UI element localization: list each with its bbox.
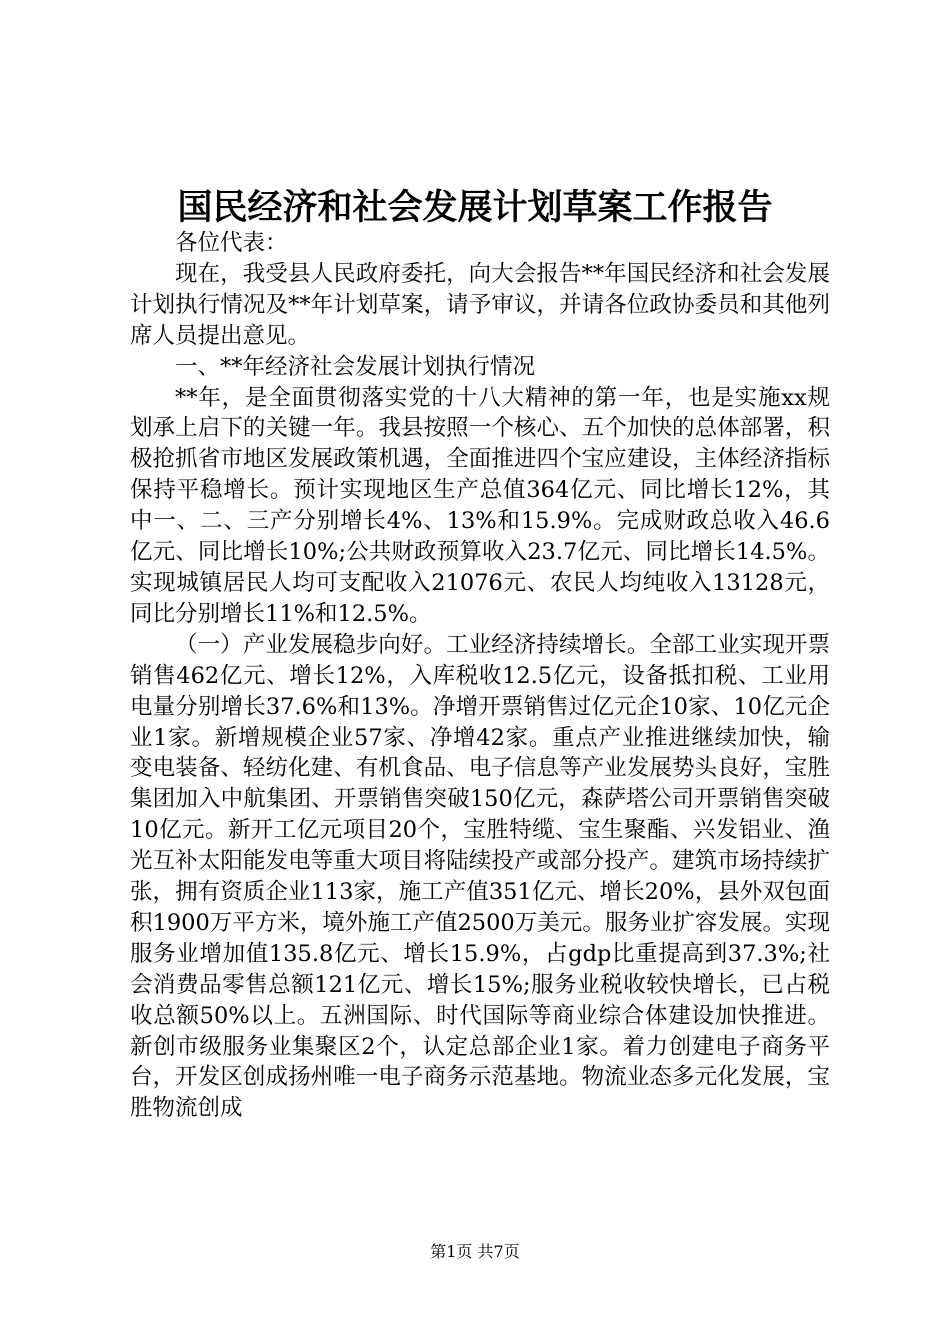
page-number-footer: 第1页 共7页 [430, 1242, 520, 1261]
industry-paragraph: （一）产业发展稳步向好。工业经济持续增长。全部工业实现开票销售462亿元、增长12%，入库税收12.5亿元，设备抵扣税、工业用电量分别增长37.6%和13%。净增开票销售过亿元企10家、10亿元企业1家。新增规模企业57家、净增42家。重点产业推进继续加快，输变电装备、轻纺化建、有机食品、电子信息等产业发展势头良好，宝胜集团加入中航集团、开票销售突破150亿元，森萨塔公司开票销售突破10亿元。新开工亿元项目20个，宝胜特缆、宝生聚酯、兴发铝业、渔光互补太阳能发电等重大项目将陆续投产或部分投产。建筑市场持续扩张，拥有资质企业113家，施工产值351亿元、增长20%，县外双包面积1900万平方米，境外施工产值2500万美元。服务业扩容发展。实现服务业增加值135.8亿元、增长15.9%，占gdp比重提高到37.3%;社会消费品零售总额121亿元、增长15%;服务业税收较快增长，已占税收总额50%以上。五洲国际、时代国际等商业综合体建设加快推进。新创市级服务业集聚区2个，认定总部企业1家。着力创建电子商务平台，开发区创成扬州唯一电子商务示范基地。物流业态多元化发展，宝胜物流创成 [130, 631, 830, 1122]
salutation-paragraph: 各位代表： [175, 230, 288, 256]
document-body [130, 228, 830, 1124]
intro-paragraph: 现在，我受县人民政府委托，向大会报告**年国民经济和社会发展计划执行情况及**年计划草案，请予审议，并请各位政协委员和其他列席人员提出意见。 [130, 260, 830, 349]
section-heading: 一、**年经济社会发展计划执行情况 [175, 353, 536, 380]
document-title: 国民经济和社会发展计划草案工作报告 [177, 187, 773, 228]
overview-paragraph: **年，是全面贯彻落实党的十八大精神的第一年，也是实施xx规划承上启下的关键一年。我县按照一个核心、五个加快的总体部署，积极抢抓省市地区发展政策机遇，全面推进四个宝应建设，主体经济指标保持平稳增长。预计实现地区生产总值364亿元、同比增长12%，其中一、二、三产分别增长4%、13%和15.9%。完成财政总收入46.6亿元、同比增长10%;公共财政预算收入23.7亿元、同比增长14.5%。实现城镇居民人均可支配收入21076元、农民人均纯收入13128元，同比分别增长11%和12.5%。 [130, 384, 830, 627]
